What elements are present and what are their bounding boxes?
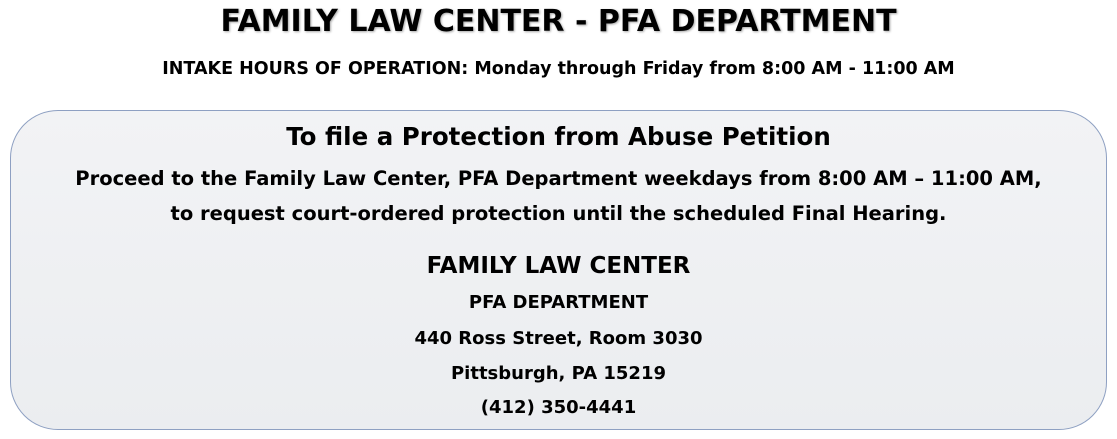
intake-hours-label: INTAKE HOURS OF OPERATION (162, 59, 462, 79)
intake-hours-value: : Monday through Friday from 8:00 AM - 11:00 AM (461, 59, 955, 79)
page-title: FAMILY LAW CENTER - PFA DEPARTMENT (220, 4, 897, 39)
intake-hours (0, 57, 1117, 81)
address-street: 440 Ross Street, Room 3030 (414, 328, 703, 349)
instruction-line-2: to request court-ordered protection until the scheduled Final Hearing. (170, 202, 947, 225)
address-name: FAMILY LAW CENTER (426, 253, 691, 279)
petition-heading: To file a Protection from Abuse Petition (286, 122, 831, 151)
address-department: PFA DEPARTMENT (468, 292, 649, 313)
address-city: Pittsburgh, PA 15219 (450, 363, 667, 384)
instruction-line-1: Proceed to the Family Law Center, PFA Department weekdays from 8:00 AM – 11:00 AM, (75, 167, 1042, 190)
address-phone: (412) 350-4441 (480, 397, 637, 418)
